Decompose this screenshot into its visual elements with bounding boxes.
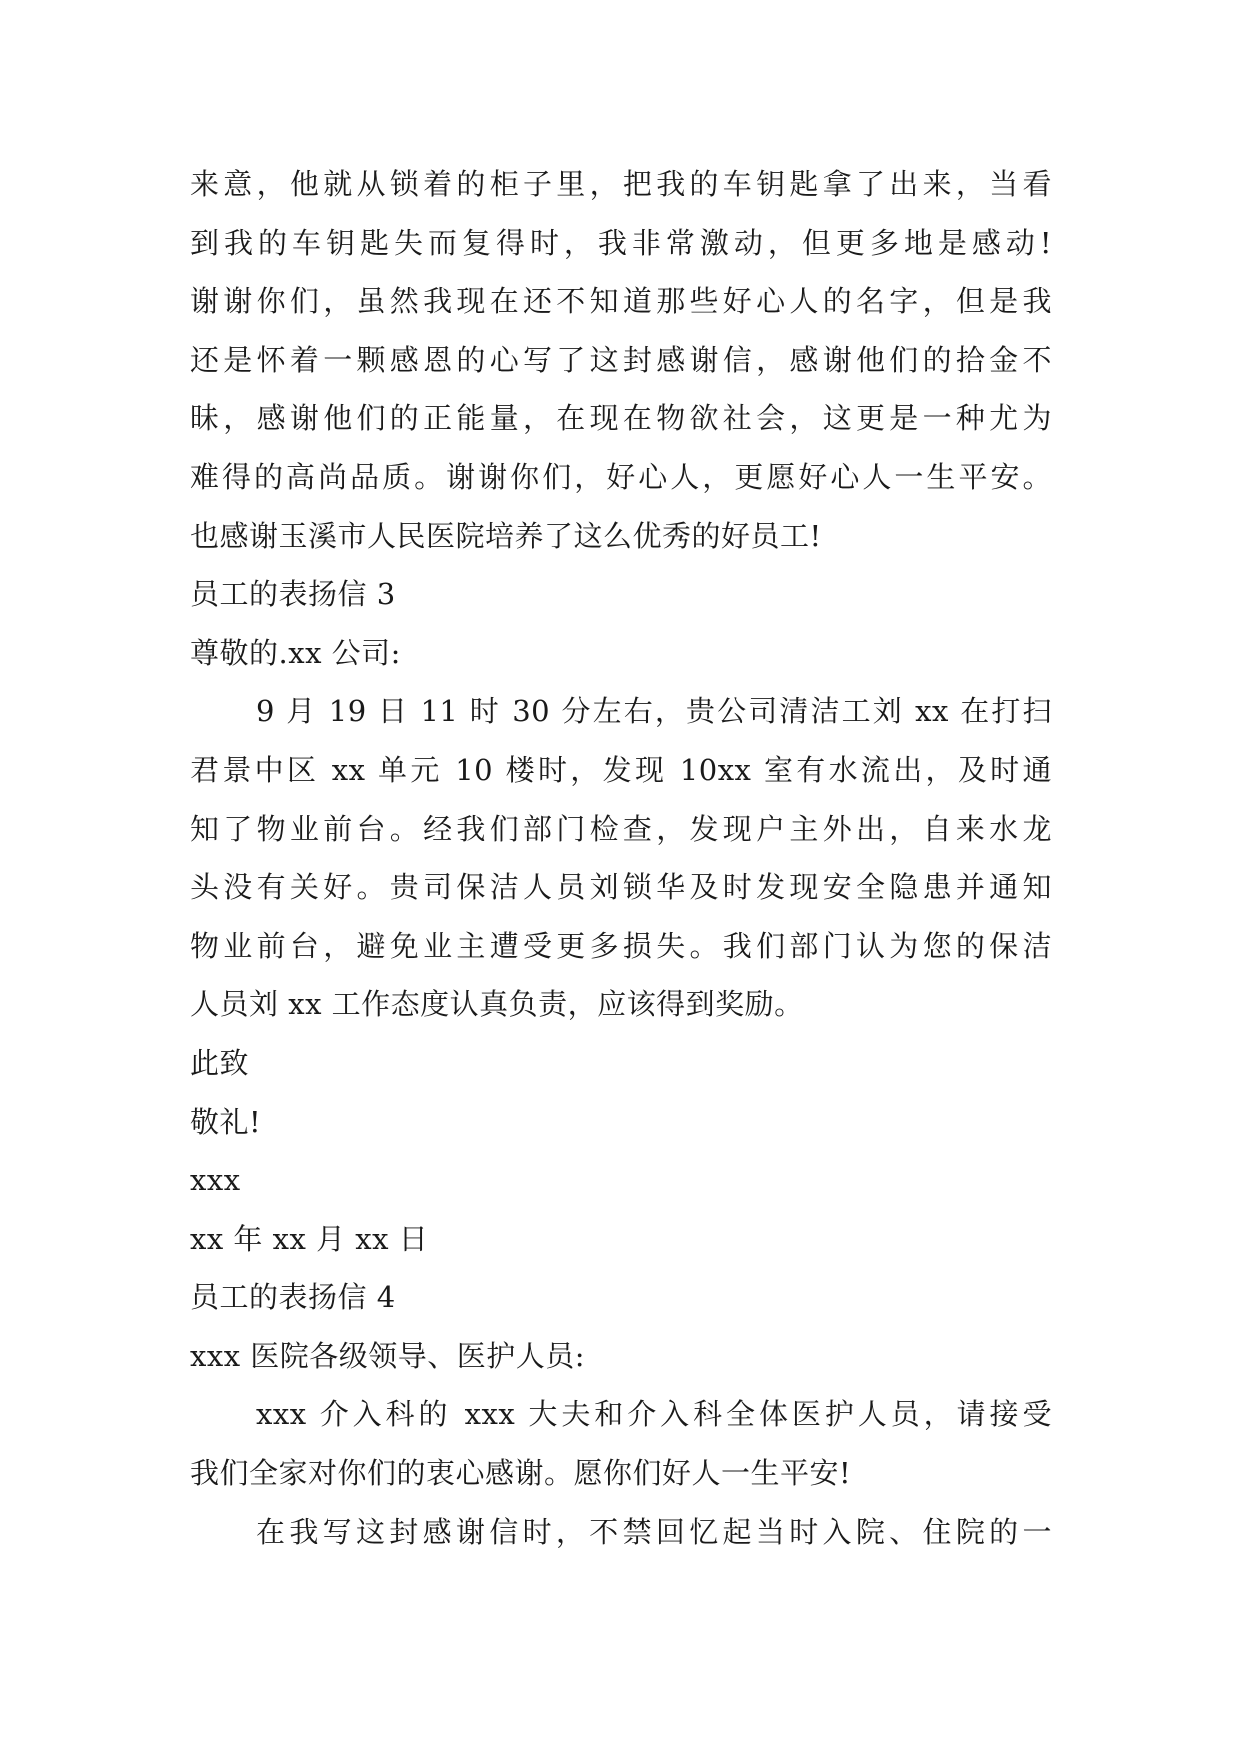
closing-line: 此致 [190,1045,250,1080]
text-line: 知了物业前台。经我们部门检查，发现户主外出，自来水龙 [190,811,1052,846]
text-line: 来意，他就从锁着的柜子里，把我的车钥匙拿了出来，当看 [190,167,1052,201]
section-heading: 员工的表扬信 3 [190,577,396,612]
signature: xxx [190,1163,241,1198]
text-line: 也感谢玉溪市人民医院培养了这么优秀的好员工! [190,518,822,553]
salutation: 尊敬的.xx 公司: [190,635,401,670]
paragraph-start-line: xxx 介入科的 xxx 大夫和介入科全体医护人员，请接受 [256,1397,1052,1432]
salutation: xxx 医院各级领导、医护人员: [190,1338,586,1373]
text-line: 我们全家对你们的衷心感谢。愿你们好人一生平安! [190,1456,852,1491]
paragraph-start-line: 9 月 19 日 11 时 30 分左右，贵公司清洁工刘 xx 在打扫 [256,694,1052,729]
text-line: 人员刘 xx 工作态度认真负责，应该得到奖励。 [190,987,804,1022]
closing-greeting: 敬礼! [190,1104,262,1139]
section-heading: 员工的表扬信 4 [190,1280,396,1315]
text-line: 昧，感谢他们的正能量，在现在物欲社会，这更是一种尤为 [190,401,1052,436]
text-line: 到我的车钥匙失而复得时，我非常激动，但更多地是感动! [190,225,1052,260]
text-line: 难得的高尚品质。谢谢你们，好心人，更愿好心人一生平安。 [190,459,1052,494]
paragraph-start-line: 在我写这封感谢信时，不禁回忆起当时入院、住院的一 [256,1514,1052,1549]
text-line: 头没有关好。贵司保洁人员刘锁华及时发现安全隐患并通知 [190,870,1052,905]
text-line: 物业前台，避免业主遭受更多损失。我们部门认为您的保洁 [190,928,1052,963]
text-line: 还是怀着一颗感恩的心写了这封感谢信，感谢他们的拾金不 [190,342,1052,377]
text-line: 谢谢你们，虽然我现在还不知道那些好心人的名字，但是我 [190,284,1052,319]
document-body [190,155,1052,1561]
text-line: 君景中区 xx 单元 10 楼时，发现 10xx 室有水流出，及时通 [190,752,1052,787]
date-line: xx 年 xx 月 xx 日 [190,1221,429,1256]
